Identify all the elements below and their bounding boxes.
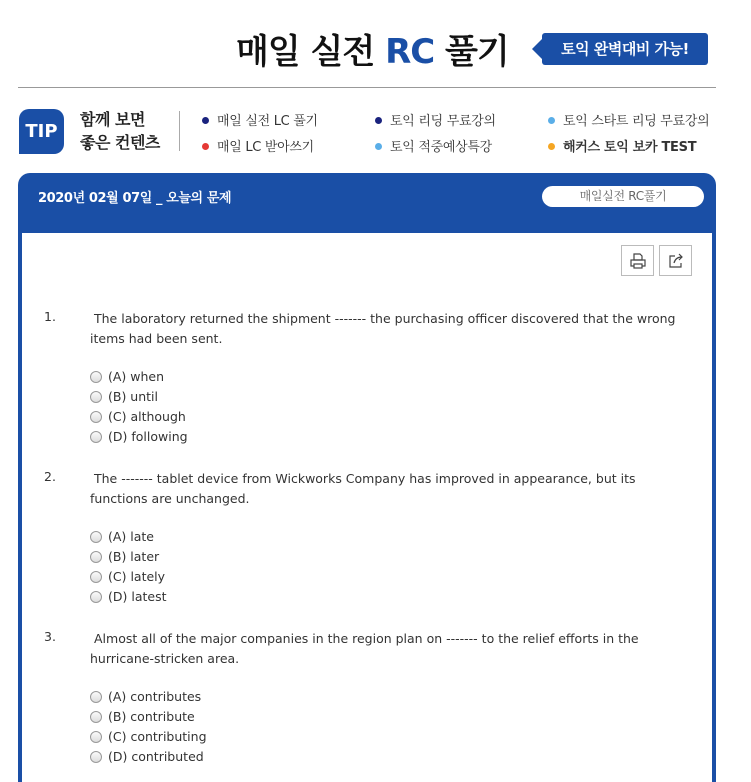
bullet-dot <box>548 117 555 124</box>
option-d[interactable]: (D) following <box>90 429 188 444</box>
radio-button[interactable] <box>90 551 102 563</box>
option-d[interactable]: (D) latest <box>90 589 167 604</box>
tip-link-prediction-lecture[interactable]: 토익 적중예상특강 <box>375 136 492 155</box>
radio-button[interactable] <box>90 431 102 443</box>
printer-icon <box>629 252 647 270</box>
promo-badge: 토익 완벽대비 가능! <box>542 33 708 65</box>
panel-title: 2020년 02월 07일 _ 오늘의 문제 <box>38 191 232 206</box>
tip-link-start-reading[interactable]: 토익 스타트 리딩 무료강의 <box>548 110 709 129</box>
radio-button[interactable] <box>90 731 102 743</box>
tip-link-voca-test[interactable]: 해커스 토익 보카 TEST <box>548 136 696 155</box>
radio-button[interactable] <box>90 591 102 603</box>
radio-button[interactable] <box>90 691 102 703</box>
page-title: 매일 실전 RC 풀기 <box>236 32 509 72</box>
tip-section <box>0 100 751 162</box>
tip-link-lc-dictation[interactable]: 매일 LC 받아쓰기 <box>202 136 314 155</box>
tip-badge: TIP <box>19 109 64 154</box>
bullet-dot <box>202 143 209 150</box>
share-button[interactable] <box>659 245 692 276</box>
page-header <box>0 0 751 88</box>
option-a[interactable]: (A) late <box>90 529 154 544</box>
radio-button[interactable] <box>90 391 102 403</box>
print-button[interactable] <box>621 245 654 276</box>
option-c[interactable]: (C) although <box>90 409 186 424</box>
question-number: 2. <box>44 469 56 484</box>
radio-button[interactable] <box>90 411 102 423</box>
bullet-dot <box>375 117 382 124</box>
option-c[interactable]: (C) lately <box>90 569 165 584</box>
panel-category-pill[interactable]: 매일실전 RC풀기 <box>542 186 704 207</box>
option-c[interactable]: (C) contributing <box>90 729 207 744</box>
radio-button[interactable] <box>90 711 102 723</box>
option-d[interactable]: (D) contributed <box>90 749 204 764</box>
question-text: The laboratory returned the shipment ------- the purchasing officer discovered that the wrong items had been sent. <box>90 311 676 346</box>
option-b[interactable]: (B) until <box>90 389 158 404</box>
radio-button[interactable] <box>90 751 102 763</box>
tip-divider <box>179 111 180 151</box>
tip-link-lc-practice[interactable]: 매일 실전 LC 풀기 <box>202 110 318 129</box>
radio-button[interactable] <box>90 531 102 543</box>
option-b[interactable]: (B) later <box>90 549 159 564</box>
radio-button[interactable] <box>90 571 102 583</box>
tip-link-reading-lecture[interactable]: 토익 리딩 무료강의 <box>375 110 496 129</box>
bullet-dot <box>548 143 555 150</box>
title-accent: RC <box>385 32 435 72</box>
share-icon <box>667 252 685 270</box>
option-b[interactable]: (B) contribute <box>90 709 195 724</box>
option-a[interactable]: (A) when <box>90 369 164 384</box>
option-a[interactable]: (A) contributes <box>90 689 201 704</box>
question-text: The ------- tablet device from Wickworks Company has improved in appearance, but its functions are unchanged. <box>90 471 636 506</box>
panel-body <box>22 233 712 782</box>
quiz-panel <box>18 173 716 782</box>
question-number: 3. <box>44 629 56 644</box>
question-text: Almost all of the major companies in the region plan on ------- to the relief efforts in the hurricane-stricken area. <box>90 631 639 666</box>
radio-button[interactable] <box>90 371 102 383</box>
question-number: 1. <box>44 309 56 324</box>
bullet-dot <box>375 143 382 150</box>
bullet-dot <box>202 117 209 124</box>
header-divider <box>18 87 716 88</box>
tip-heading: 함께 보면 좋은 컨텐츠 <box>80 110 160 152</box>
